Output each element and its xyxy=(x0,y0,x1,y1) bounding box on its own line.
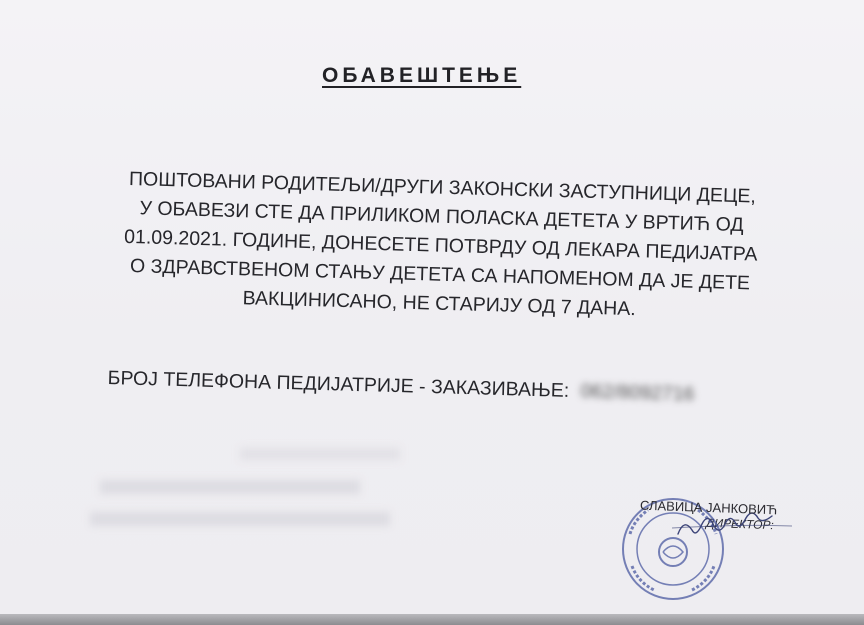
phone-label: БРОЈ ТЕЛЕФОНА ПЕДИЈАТРИЈЕ - ЗАКАЗИВАЊЕ: xyxy=(107,367,570,402)
body-line-4: О ЗДРАВСТВЕНОМ СТАЊУ ДЕТЕТА СА НАПОМЕНОМ ДА ЈЕ ДЕТЕ xyxy=(129,255,751,295)
page-bottom-edge xyxy=(0,614,864,625)
phone-row xyxy=(107,367,807,410)
bleed-through-smudge xyxy=(90,512,390,526)
body-line-5: ВАКЦИНИСАНО, НЕ СТАРИЈУ ОД 7 ДАНА. xyxy=(242,287,637,321)
body-line-3: 01.09.2021. ГОДИНЕ, ДОНЕСЕТЕ ПОТВРДУ ОД ЛЕКАРА ПЕДИЈАТРА xyxy=(123,225,758,266)
bleed-through-smudge xyxy=(100,480,360,494)
director-name: СЛАВИЦА ЈАНКОВИЋ xyxy=(639,497,778,518)
notice-title: ОБАВЕШТЕЊЕ xyxy=(322,64,522,87)
notice-body xyxy=(54,163,828,329)
body-line-1: ПОШТОВАНИ РОДИТЕЉИ/ДРУГИ ЗАКОНСКИ ЗАСТУПНИЦИ ДЕЦЕ, xyxy=(128,167,757,208)
director-label: ДИРЕКТОР: xyxy=(705,515,774,533)
phone-number-redacted: 062/8092716 xyxy=(580,380,695,406)
bleed-through-smudge xyxy=(240,448,400,460)
body-line-2: У ОБАВЕЗИ СТЕ ДА ПРИЛИКОМ ПОЛАСКА ДЕТЕТА У ВРТИЋ ОД xyxy=(139,197,744,237)
